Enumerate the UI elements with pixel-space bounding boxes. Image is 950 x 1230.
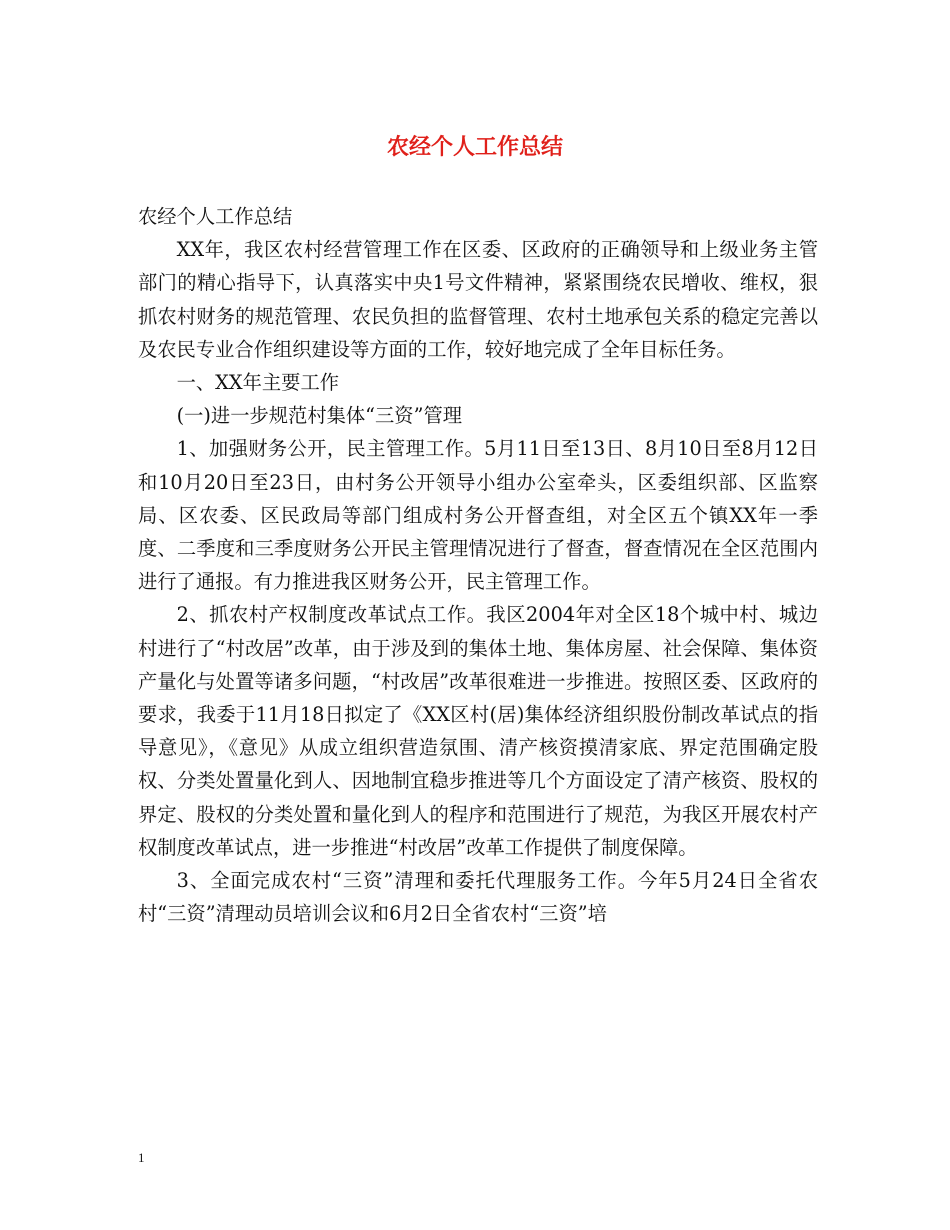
subsection-heading: (一)进一步规范村集体“三资”管理 xyxy=(176,404,463,428)
body-paragraph: 1、加强财务公开，民主管理工作。5月11日至13日、8月10日至8月12日和10月20日至23日，由村务公开领导小组办公室牵头，区委组织部、区监察局、区农委、区民政局等部门组成村务公开督查组，对全区五个镇XX年一季度、二季度和三季度财务公开民主管理情况进行了督查，督查情况在全区范围内进行了通报。有力推进我区财务公开，民主管理工作。 xyxy=(138,437,818,594)
body-paragraph: 农经个人工作总结 xyxy=(138,205,293,228)
document-title: 农经个人工作总结 xyxy=(386,134,563,160)
page-number: 1 xyxy=(138,1150,145,1165)
section-heading: 一、XX年主要工作 xyxy=(176,371,340,395)
document-body xyxy=(138,200,818,930)
body-paragraph: 3、全面完成农村“三资”清理和委托代理服务工作。今年5月24日全省农村“三资”清理动员培训会议和6月2日全省农村“三资”培 xyxy=(138,869,818,926)
body-paragraph: XX年，我区农村经营管理工作在区委、区政府的正确领导和上级业务主管部门的精心指导下，认真落实中央1号文件精神，紧紧围绕农民增收、维权，狠抓农村财务的规范管理、农民负担的监督管理、农村土地承包关系的稳定完善以及农民专业合作组织建设等方面的工作，较好地完成了全年目标任务。 xyxy=(138,238,818,361)
body-paragraph: 2、抓农村产权制度改革试点工作。我区2004年对全区18个城中村、城边村进行了“村改居”改革，由于涉及到的集体土地、集体房屋、社会保障、集体资产量化与处置等诸多问题，“村改居”改革很难进一步推进。按照区委、区政府的要求，我委于11月18日拟定了《XX区村(居)集体经济组织股份制改革试点的指导意见》，《意见》从成立组织营造氛围、清产核资摸清家底、界定范围确定股权、分类处置量化到人、因地制宜稳步推进等几个方面设定了清产核资、股权的界定、股权的分类处置和量化到人的程序和范围进行了规范，为我区开展农村产权制度改革试点，进一步推进“村改居”改革工作提供了制度保障。 xyxy=(138,603,818,859)
